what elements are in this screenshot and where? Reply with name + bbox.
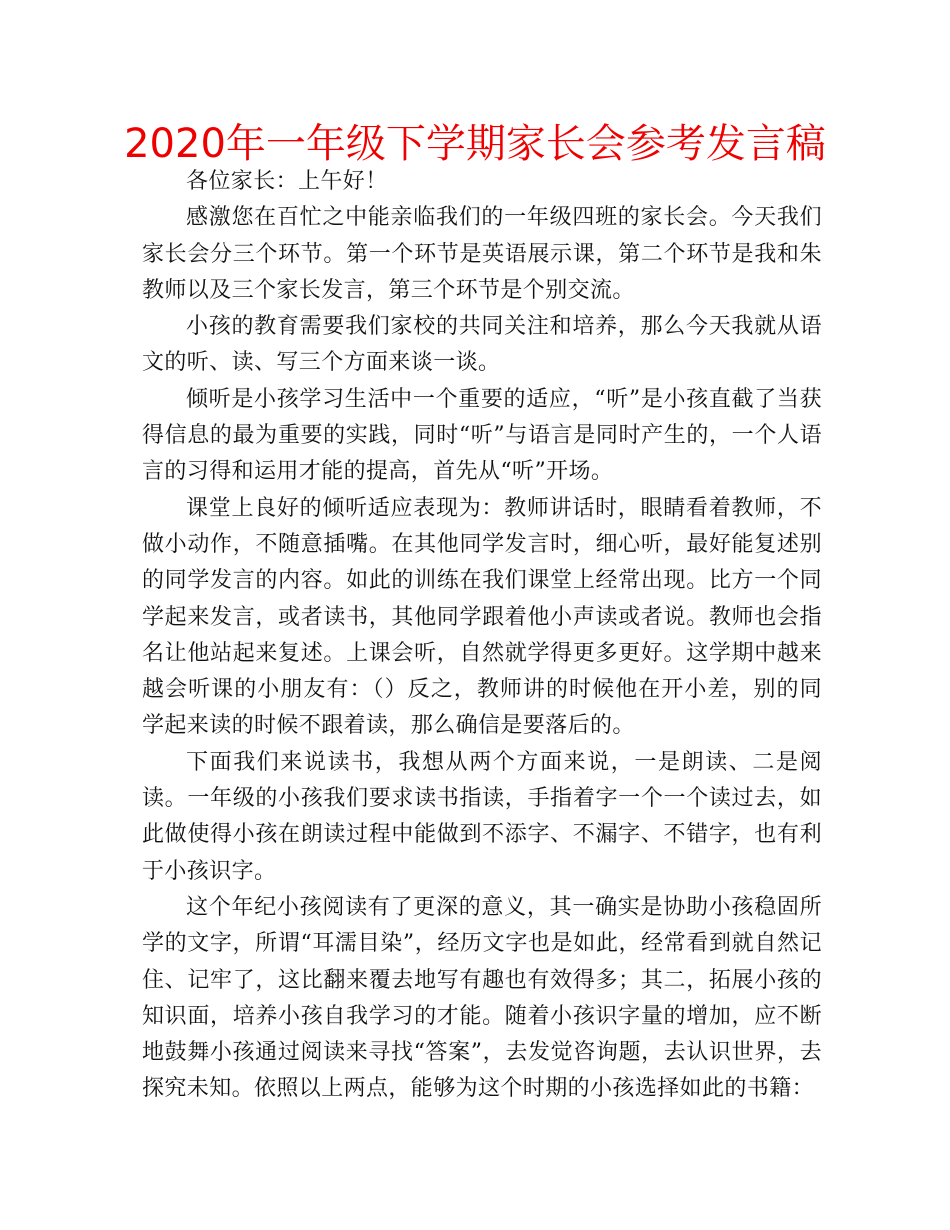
body-paragraph: 下面我们来说读书，我想从两个方面来说，一是朗读、二是阅读。一年级的小孩我们要求读书指读，手指着字一个一个读过去，如此做使得小孩在朗读过程中能做到不添字、不漏字、不错字，也有利于小孩识字。	[142, 749, 822, 884]
body-paragraph: 倾听是小孩学习生活中一个重要的适应，“听”是小孩直截了当获得信息的最为重要的实践，同时“听”与语言是同时产生的，一个人语言的习得和运用才能的提高，首先从“听”开场。	[142, 386, 822, 485]
greeting-paragraph: 各位家长：上午好！	[186, 169, 388, 194]
document-title: 2020年一年级下学期家长会参考发言稿	[124, 121, 826, 167]
body-paragraph: 课堂上良好的倾听适应表现为：教师讲话时，眼睛看着教师，不做小动作，不随意插嘴。在其他同学发言时，细心听，最好能复述别的同学发言的内容。如此的训练在我们课堂上经常出现。比方一个同学起来发言，或者读书，其他同学跟着他小声读或者说。教师也会指名让他站起来复述。上课会听，自然就学得更多更好。这学期中越来越会听课的小朋友有：（）反之，教师讲的时候他在开小差，别的同学起来读的时候不跟着读，那么确信是要落后的。	[142, 495, 822, 739]
body-paragraph: 小孩的教育需要我们家校的共同关注和培养，那么今天我就从语文的听、读、写三个方面来谈一谈。	[142, 314, 822, 376]
document-body	[142, 164, 822, 1108]
body-paragraph: 这个年纪小孩阅读有了更深的意义，其一确实是协助小孩稳固所学的文字，所谓“耳濡目染”，经历文字也是如此，经常看到就自然记住、记牢了，这比翻来覆去地写有趣也有效得多；其二，拓展小孩的知识面，培养小孩自我学习的才能。随着小孩识字量的增加，应不断地鼓舞小孩通过阅读来寻找“答案”，去发觉咨询题，去认识世界，去探究未知。依照以上两点，能够为这个时期的小孩选择如此的书籍：	[142, 894, 822, 1102]
body-paragraph: 感激您在百忙之中能亲临我们的一年级四班的家长会。今天我们家长会分三个环节。第一个环节是英语展示课，第二个环节是我和朱教师以及三个家长发言，第三个环节是个别交流。	[142, 205, 822, 303]
